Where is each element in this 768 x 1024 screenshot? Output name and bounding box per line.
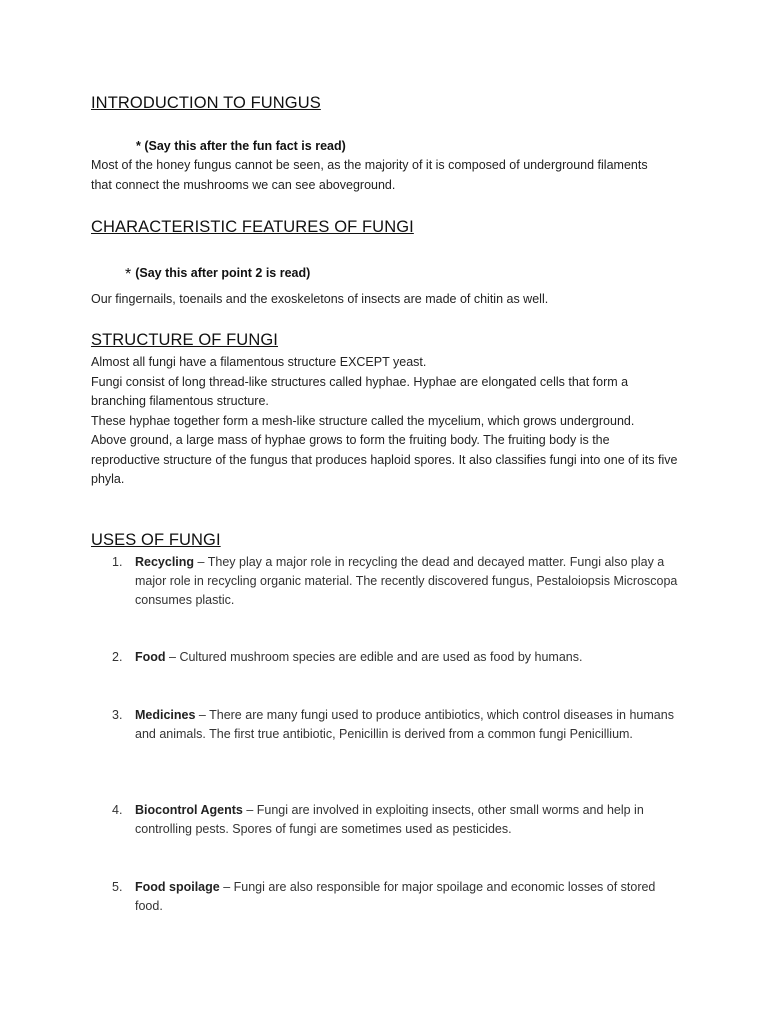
- list-item-content: [135, 801, 680, 839]
- list-item-title: Biocontrol Agents: [135, 803, 243, 817]
- list-item-text: – There are many fungi used to produce antibiotics, which control diseases in humans and animals. The first true antibiotic, Penicillin is derived from a common fungi Penicillium.: [135, 708, 674, 741]
- intro-text: Most of the honey fungus cannot be seen, as the majority of it is composed of underground filaments that connect the mushrooms we can see aboveground.: [91, 158, 648, 192]
- list-item-text: – Cultured mushroom species are edible and are used as food by humans.: [165, 650, 583, 664]
- structure-line: Above ground, a large mass of hyphae grows to form the fruiting body. The fruiting body is the reproductive structure of the fungus that produces haploid spores. It also classifies fungi into one of its five phyla.: [91, 433, 678, 486]
- structure-line: Almost all fungi have a filamentous structure EXCEPT yeast.: [91, 355, 427, 369]
- list-item-content: [135, 553, 680, 610]
- list-item-text: – Fungi are also responsible for major spoilage and economic losses of stored food.: [135, 880, 656, 913]
- characteristics-text: Our fingernails, toenails and the exoskeletons of insects are made of chitin as well.: [91, 292, 549, 306]
- list-item-title: Recycling: [135, 555, 195, 569]
- structure-heading: STRUCTURE OF FUNGI: [91, 331, 278, 349]
- structure-line: Fungi consist of long thread-like structures called hyphae. Hyphae are elongated cells that form a branching filamentous structure.: [91, 374, 629, 408]
- structure-line: These hyphae together form a mesh-like structure called the mycelium, which grows underground.: [91, 413, 635, 428]
- characteristics-note: [125, 266, 310, 284]
- structure-body: [91, 353, 681, 490]
- list-item-content: [135, 878, 680, 916]
- list-item-number: 1.: [112, 555, 123, 569]
- list-item-number: 2.: [112, 650, 123, 664]
- list-item-number: 4.: [112, 803, 123, 817]
- characteristics-heading: CHARACTERISTIC FEATURES OF FUNGI: [91, 218, 414, 236]
- intro-note: * (Say this after the fun fact is read): [136, 139, 346, 153]
- list-item-number: 3.: [112, 708, 123, 722]
- list-item-title: Medicines: [135, 708, 196, 722]
- uses-heading: USES OF FUNGI: [91, 531, 221, 549]
- list-item-content: [135, 648, 680, 667]
- intro-heading: INTRODUCTION TO FUNGUS: [91, 94, 321, 112]
- list-item-title: Food: [135, 650, 166, 664]
- asterisk-marker: *: [125, 266, 132, 283]
- characteristics-note-text: (Say this after point 2 is read): [135, 266, 311, 280]
- list-item-content: [135, 706, 680, 744]
- list-item-text: – They play a major role in recycling the dead and decayed matter. Fungi also play a major role in recycling organic material. The recently discovered fungus, Pestaloiopsis Microscopa consumes plastic.: [135, 555, 678, 607]
- list-item-number: 5.: [112, 880, 123, 894]
- list-item-title: Food spoilage: [135, 880, 220, 894]
- list-item-text: – Fungi are involved in exploiting insects, other small worms and help in controlling pests. Spores of fungi are sometimes used as pesticides.: [135, 803, 644, 836]
